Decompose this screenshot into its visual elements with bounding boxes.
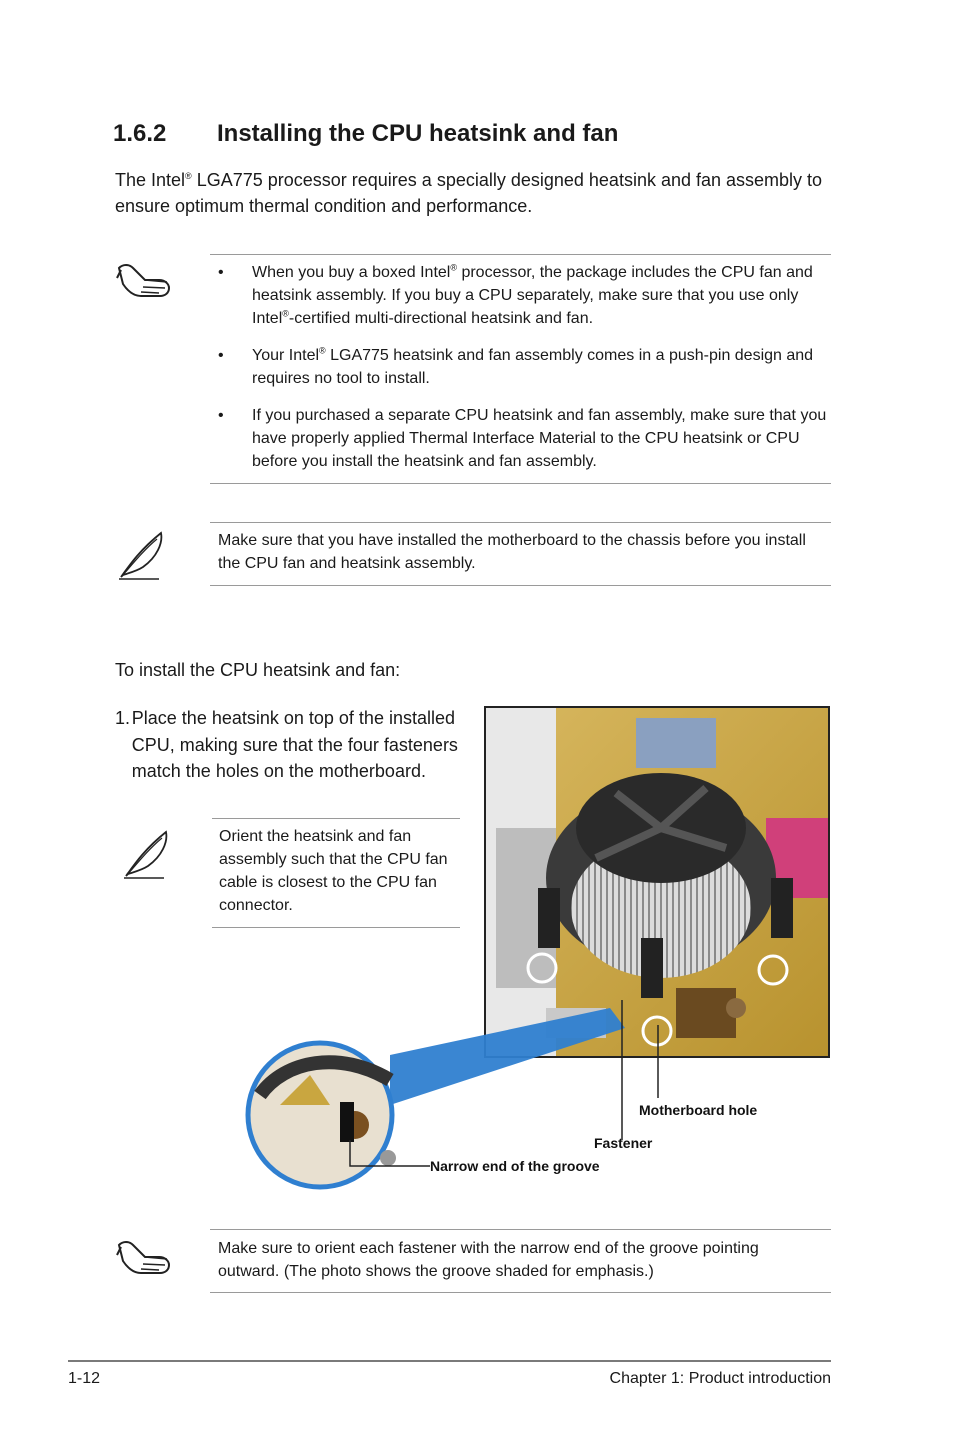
intro-text-2: LGA775 processor requires a specially designed heatsink and fan assembly to ensure optimum thermal condition and performance. xyxy=(115,170,823,216)
callout-graphics xyxy=(240,1000,680,1210)
note2-bottom-rule xyxy=(210,585,831,586)
step-1 xyxy=(115,705,465,785)
registered-mark: ® xyxy=(185,171,192,181)
intro-text-1: The Intel xyxy=(115,170,186,190)
step-number: 1. xyxy=(115,708,131,728)
quill-pen-icon xyxy=(118,826,174,887)
note1-body xyxy=(214,261,830,487)
note2-top-rule xyxy=(210,522,831,523)
step-text: Place the heatsink on top of the installed CPU, making sure that the four fasteners match the holes on the motherboard. xyxy=(131,708,458,781)
footer-rule xyxy=(68,1360,831,1362)
procedure-intro: To install the CPU heatsink and fan: xyxy=(115,660,401,680)
note3-top-rule xyxy=(212,818,460,819)
note3-bottom-rule xyxy=(212,927,460,928)
note4-bottom-rule xyxy=(210,1292,831,1293)
page-number: 1-12 xyxy=(68,1370,101,1387)
note1-top-rule xyxy=(210,254,831,255)
pointing-hand-icon xyxy=(115,258,175,307)
callout-narrow-end: Narrow end of the groove xyxy=(430,1158,600,1174)
callout-fastener: Fastener xyxy=(594,1135,653,1151)
note4-top-rule xyxy=(210,1229,831,1230)
section-number: 1.6.2 xyxy=(113,120,167,147)
intro-paragraph xyxy=(115,167,835,219)
note1-bullet-3: • If you purchased a separate CPU heatsink and fan assembly, make sure that you have properly applied Thermal Interface Material to the CPU heatsink or CPU before you install the heatsink and fan assembly. xyxy=(214,404,830,473)
callout-motherboard-hole: Motherboard hole xyxy=(639,1102,758,1118)
note1-bullet-2: • Your Intel® LGA775 heatsink and fan assembly comes in a push-pin design and requires no tool to install. xyxy=(214,344,830,390)
section-heading xyxy=(113,120,618,148)
note1-bullet-1: • When you buy a boxed Intel® processor, the package includes the CPU fan and heatsink assembly. If you buy a CPU separately, make sure that you use only Intel®-certified multi-directional heatsink and fan. xyxy=(214,261,830,330)
pointing-hand-icon xyxy=(115,1235,175,1284)
note3-text: Orient the heatsink and fan assembly such that the CPU fan cable is closest to the CPU fan connector. xyxy=(219,828,448,914)
quill-pen-icon xyxy=(113,527,169,588)
note4-text: Make sure to orient each fastener with the narrow end of the groove pointing outward. (The photo shows the groove shaded for emphasis.) xyxy=(218,1240,759,1280)
chapter-title: Chapter 1: Product introduction xyxy=(609,1370,831,1387)
note1-bottom-rule xyxy=(210,483,831,484)
note2-text: Make sure that you have installed the motherboard to the chassis before you install the CPU fan and heatsink assembly. xyxy=(218,532,806,572)
section-title: Installing the CPU heatsink and fan xyxy=(217,120,619,147)
